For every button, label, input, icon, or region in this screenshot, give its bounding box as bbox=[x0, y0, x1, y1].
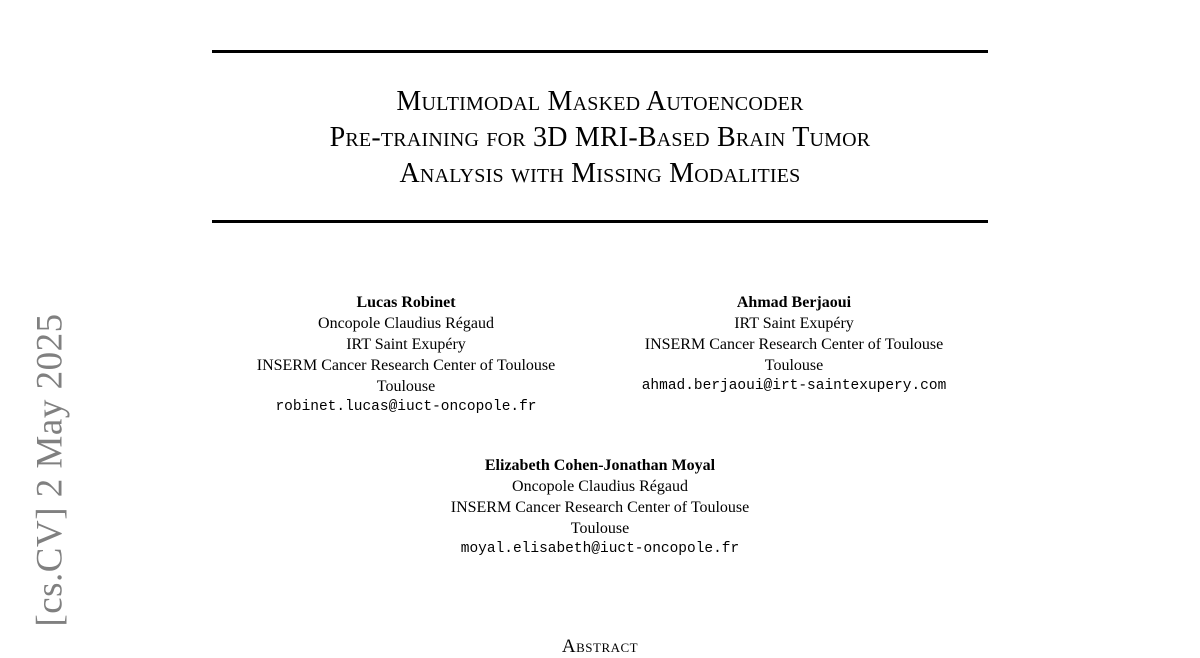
author-affiliation: Toulouse bbox=[764, 357, 824, 374]
author-affiliation: Oncopole Claudius Régaud bbox=[318, 315, 494, 332]
author-name: Ahmad Berjaoui bbox=[736, 294, 852, 311]
author-name: Lucas Robinet bbox=[356, 294, 456, 311]
author-block-moyal bbox=[400, 455, 800, 560]
title-line-3: Analysis with Missing Modalities bbox=[399, 158, 801, 189]
author-affiliation: Toulouse bbox=[376, 378, 436, 395]
author-affiliation: IRT Saint Exupéry bbox=[346, 336, 466, 353]
author-email[interactable]: ahmad.berjaoui@irt-saintexupery.com bbox=[641, 378, 947, 394]
author-affiliation: Toulouse bbox=[570, 520, 630, 537]
title-top-rule bbox=[212, 50, 988, 53]
arxiv-side-stamp: [cs.CV] 2 May 2025 bbox=[29, 313, 71, 627]
author-affiliation: INSERM Cancer Research Center of Toulouse bbox=[450, 499, 750, 516]
author-email[interactable]: moyal.elisabeth@iuct-oncopole.fr bbox=[460, 541, 740, 557]
author-name: Elizabeth Cohen-Jonathan Moyal bbox=[484, 457, 716, 474]
title-line-2: Pre-training for 3D MRI-Based Brain Tumor bbox=[329, 122, 871, 153]
author-affiliation: INSERM Cancer Research Center of Toulouse bbox=[256, 357, 556, 374]
author-block-berjaoui bbox=[600, 292, 988, 397]
author-affiliation: IRT Saint Exupéry bbox=[734, 315, 854, 332]
author-affiliation: Oncopole Claudius Régaud bbox=[512, 478, 688, 495]
paper-title bbox=[212, 84, 988, 192]
author-affiliation: INSERM Cancer Research Center of Toulouse bbox=[644, 336, 944, 353]
title-line-1: Multimodal Masked Autoencoder bbox=[396, 86, 804, 117]
author-block-robinet bbox=[212, 292, 600, 418]
abstract-heading: Abstract bbox=[561, 636, 639, 657]
author-email[interactable]: robinet.lucas@iuct-oncopole.fr bbox=[275, 399, 537, 415]
title-bottom-rule bbox=[212, 220, 988, 223]
